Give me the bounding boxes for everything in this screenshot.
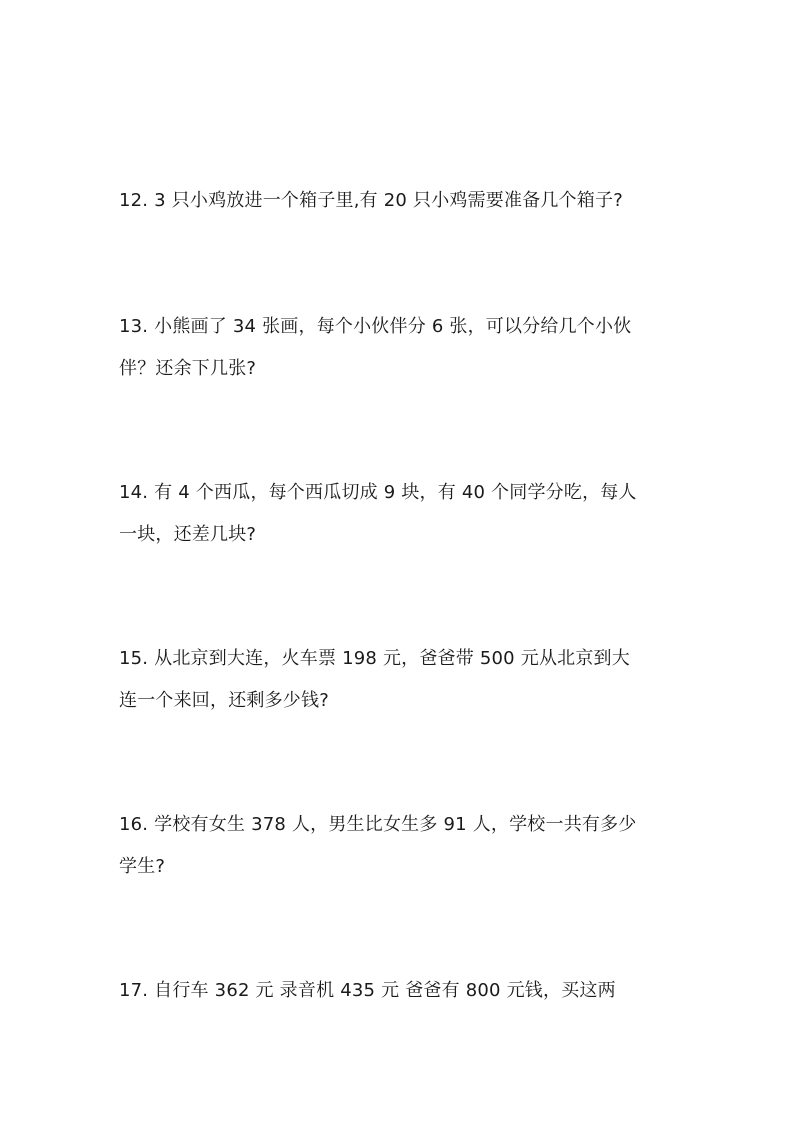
problem-12-line-1: 12. 3 只小鸡放进一个箱子里,有 20 只小鸡需要准备几个箱子? [119, 190, 623, 211]
problem-16-line-2: 学生? [119, 856, 166, 877]
problem-16 [119, 804, 679, 888]
problem-12 [119, 180, 679, 222]
problem-13 [119, 306, 679, 390]
problem-13-line-2: 伴？还余下几张? [119, 358, 257, 379]
problem-17-line-1: 17. 自行车 362 元 录音机 435 元 爸爸有 800 元钱，买这两 [119, 980, 616, 1001]
problem-16-line-1: 16. 学校有女生 378 人，男生比女生多 91 人，学校一共有多少 [119, 814, 637, 835]
problem-15-line-2: 连一个来回，还剩多少钱? [119, 690, 329, 711]
problem-15 [119, 638, 679, 722]
problem-15-line-1: 15. 从北京到大连，火车票 198 元，爸爸带 500 元从北京到大 [119, 648, 630, 669]
problem-14-line-2: 一块，还差几块? [119, 524, 257, 545]
problem-17 [119, 970, 679, 1012]
problem-14 [119, 472, 679, 556]
problem-13-line-1: 13. 小熊画了 34 张画，每个小伙伴分 6 张，可以分给几个小伙 [119, 316, 632, 337]
problem-14-line-1: 14. 有 4 个西瓜，每个西瓜切成 9 块，有 40 个同学分吃，每人 [119, 482, 637, 503]
